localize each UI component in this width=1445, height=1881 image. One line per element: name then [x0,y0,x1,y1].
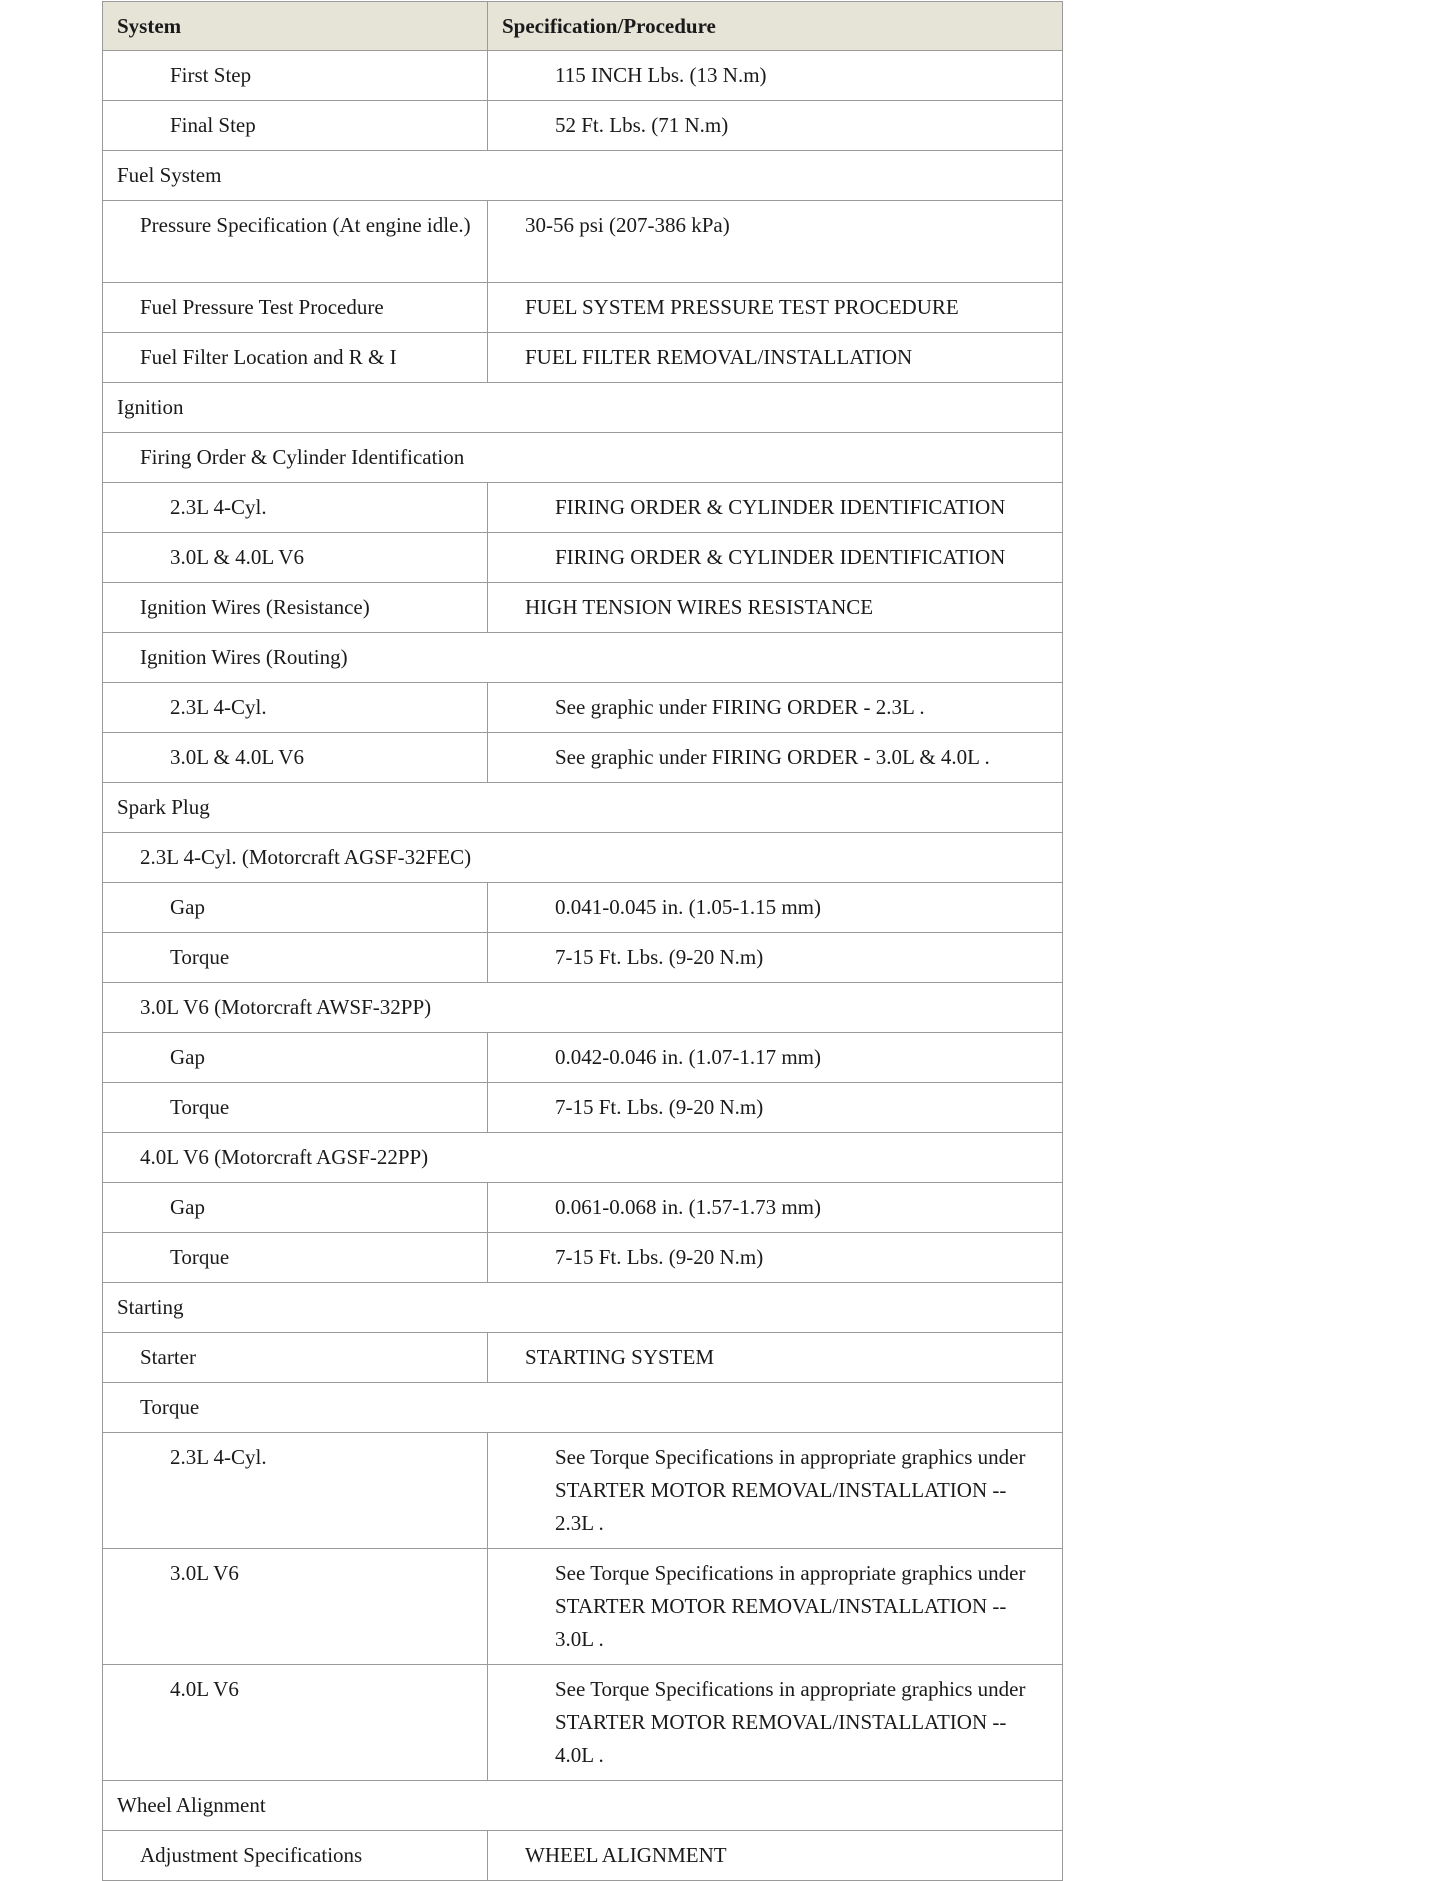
row-label: Torque [170,945,230,969]
row-label-cell [103,51,488,101]
column-header-specification: Specification/Procedure [488,2,1063,51]
row-label: 3.0L & 4.0L V6 [170,545,304,569]
row-label-cell [103,283,488,333]
row-value-cell [488,1831,1063,1881]
row-value-cell [488,883,1063,933]
row-label-cell [103,683,488,733]
row-value: FUEL SYSTEM PRESSURE TEST PROCEDURE [525,295,959,319]
subsection-heading: Ignition Wires (Routing) [140,645,348,669]
subsection-heading: 3.0L V6 (Motorcraft AWSF-32PP) [140,995,432,1019]
row-value: 115 INCH Lbs. (13 N.m) [555,63,767,87]
table-row [103,51,1063,101]
row-label-cell [103,101,488,151]
row-value: 7-15 Ft. Lbs. (9-20 N.m) [555,1095,764,1119]
row-label-cell [103,1233,488,1283]
row-label: Ignition Wires (Resistance) [140,595,370,619]
table-row [103,1033,1063,1083]
row-label-cell [103,933,488,983]
section-heading: Ignition [117,395,184,419]
section-row [103,151,1063,201]
table-row [103,1183,1063,1233]
row-value-cell [488,201,1063,283]
row-value-cell [488,101,1063,151]
row-value: See Torque Specifications in appropriate graphics under STARTER MOTOR REMOVAL/INSTALLATION -- 3.0L . [555,1561,1026,1651]
row-label: Fuel Pressure Test Procedure [140,295,384,319]
section-heading-cell [103,1283,1063,1333]
table-header-row [103,2,1063,51]
section-row [103,1781,1063,1831]
table-row [103,283,1063,333]
row-value: FIRING ORDER & CYLINDER IDENTIFICATION [555,545,1006,569]
row-value: HIGH TENSION WIRES RESISTANCE [525,595,874,619]
section-heading-cell [103,1781,1063,1831]
table-row [103,733,1063,783]
row-value-cell [488,1183,1063,1233]
subsection-heading-cell [103,833,1063,883]
section-row [103,383,1063,433]
subsection-row [103,833,1063,883]
table-row [103,533,1063,583]
section-heading-cell [103,151,1063,201]
column-header-system: System [103,2,488,51]
row-label-cell [103,1831,488,1881]
subsection-heading: 2.3L 4-Cyl. (Motorcraft AGSF-32FEC) [140,845,472,869]
row-value-cell [488,1333,1063,1383]
row-value: See Torque Specifications in appropriate graphics under STARTER MOTOR REMOVAL/INSTALLATION -- 4.0L . [555,1677,1026,1767]
table-row [103,883,1063,933]
section-heading: Starting [117,1295,184,1319]
table-row [103,101,1063,151]
row-label-cell [103,483,488,533]
subsection-row [103,633,1063,683]
row-value: 0.061-0.068 in. (1.57-1.73 mm) [555,1195,821,1219]
row-label: Pressure Specification (At engine idle.) [140,213,471,237]
row-label: Starter [140,1345,196,1369]
row-value-cell [488,483,1063,533]
row-label-cell [103,1183,488,1233]
section-heading: Fuel System [117,163,222,187]
table-row [103,333,1063,383]
table-row [103,683,1063,733]
row-value: 7-15 Ft. Lbs. (9-20 N.m) [555,945,764,969]
row-label-cell [103,333,488,383]
subsection-heading: Firing Order & Cylinder Identification [140,445,465,469]
table-row [103,1233,1063,1283]
row-label-cell [103,1083,488,1133]
row-label: Gap [170,895,205,919]
row-value: See graphic under FIRING ORDER - 2.3L . [555,695,925,719]
row-label-cell [103,883,488,933]
row-value: See graphic under FIRING ORDER - 3.0L & 4.0L . [555,745,990,769]
table-row [103,201,1063,283]
row-value-cell [488,1433,1063,1549]
subsection-row [103,433,1063,483]
row-label: Torque [170,1095,230,1119]
section-heading: Spark Plug [117,795,210,819]
row-value: STARTING SYSTEM [525,1345,714,1369]
subsection-heading-cell [103,1133,1063,1183]
specifications-table [102,1,1063,1881]
row-value: See Torque Specifications in appropriate graphics under STARTER MOTOR REMOVAL/INSTALLATION -- 2.3L . [555,1445,1026,1535]
subsection-heading-cell [103,633,1063,683]
row-value: 30-56 psi (207-386 kPa) [525,213,730,237]
row-label: Gap [170,1195,205,1219]
row-label: Torque [170,1245,230,1269]
row-label: 3.0L & 4.0L V6 [170,745,304,769]
section-heading-cell [103,383,1063,433]
row-value: FUEL FILTER REMOVAL/INSTALLATION [525,345,913,369]
table-row [103,1083,1063,1133]
row-value-cell [488,1665,1063,1781]
row-label: 2.3L 4-Cyl. [170,695,267,719]
row-value-cell [488,1233,1063,1283]
row-value-cell [488,733,1063,783]
row-value-cell [488,1549,1063,1665]
row-value: WHEEL ALIGNMENT [525,1843,727,1867]
subsection-row [103,1383,1063,1433]
row-value: 7-15 Ft. Lbs. (9-20 N.m) [555,1245,764,1269]
row-value-cell [488,283,1063,333]
row-label: Gap [170,1045,205,1069]
row-label-cell [103,201,488,283]
row-label-cell [103,1433,488,1549]
table-row [103,1831,1063,1881]
table-row [103,1433,1063,1549]
subsection-heading-cell [103,1383,1063,1433]
subsection-row [103,983,1063,1033]
table-row [103,1333,1063,1383]
row-label-cell [103,1033,488,1083]
row-label-cell [103,583,488,633]
row-value-cell [488,1083,1063,1133]
row-label: 3.0L V6 [170,1561,239,1585]
row-label: 4.0L V6 [170,1677,239,1701]
row-value-cell [488,533,1063,583]
table-row [103,1665,1063,1781]
row-value: 0.042-0.046 in. (1.07-1.17 mm) [555,1045,821,1069]
subsection-heading: 4.0L V6 (Motorcraft AGSF-22PP) [140,1145,429,1169]
row-label: First Step [170,63,252,87]
section-row [103,1283,1063,1333]
row-label: Adjustment Specifications [140,1843,363,1867]
row-value-cell [488,333,1063,383]
row-label-cell [103,733,488,783]
row-label: Fuel Filter Location and R & I [140,345,397,369]
row-value: 52 Ft. Lbs. (71 N.m) [555,113,729,137]
table-row [103,583,1063,633]
row-label-cell [103,1665,488,1781]
row-value: FIRING ORDER & CYLINDER IDENTIFICATION [555,495,1006,519]
table-row [103,1549,1063,1665]
row-label: 2.3L 4-Cyl. [170,1445,267,1469]
row-label-cell [103,533,488,583]
subsection-heading-cell [103,433,1063,483]
row-value-cell [488,683,1063,733]
subsection-row [103,1133,1063,1183]
section-heading: Wheel Alignment [117,1793,266,1817]
subsection-heading-cell [103,983,1063,1033]
row-label-cell [103,1333,488,1383]
row-value-cell [488,583,1063,633]
section-row [103,783,1063,833]
row-label: Final Step [170,113,256,137]
row-value-cell [488,51,1063,101]
subsection-heading: Torque [140,1395,200,1419]
row-label: 2.3L 4-Cyl. [170,495,267,519]
table-row [103,483,1063,533]
row-value-cell [488,933,1063,983]
table-row [103,933,1063,983]
row-value-cell [488,1033,1063,1083]
row-label-cell [103,1549,488,1665]
section-heading-cell [103,783,1063,833]
row-value: 0.041-0.045 in. (1.05-1.15 mm) [555,895,821,919]
